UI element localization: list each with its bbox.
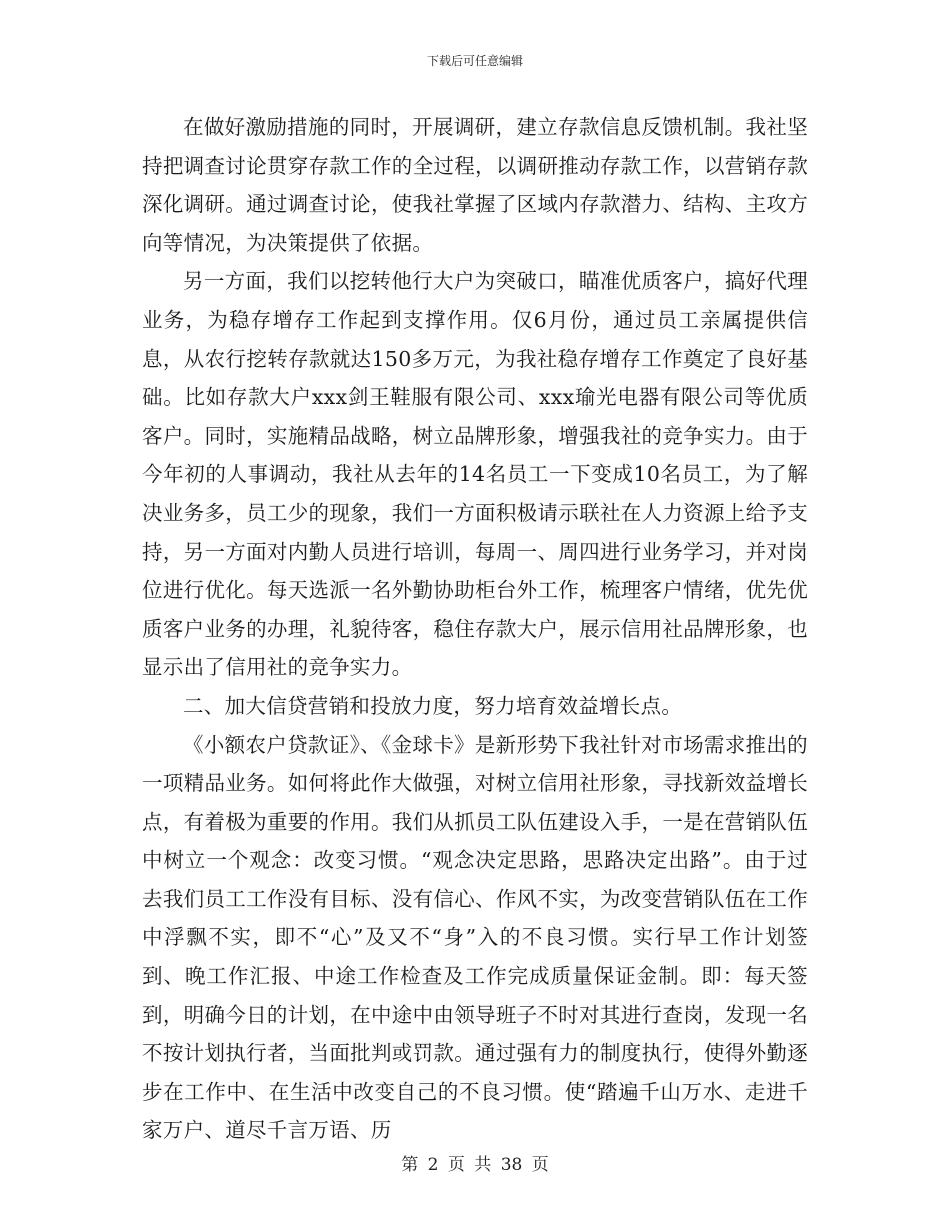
paragraph-survey: 在做好激励措施的同时，开展调研，建立存款信息反馈机制。我社坚持把调查讨论贯穿存款工作的全过程，以调研推动存款工作，以营销存款深化调研。通过调查讨论，使我社掌握了区域内存款潜力、结构、主攻方向等情况，为决策提供了依据。 — [142, 115, 808, 255]
paragraph-loan-card: 《小额农户贷款证》、《金球卡》是新形势下我社针对市场需求推出的一项精品业务。如何将此作大做强，对树立信用社形象，寻找新效益增长点，有着极为重要的作用。我们从抓员工队伍建设入手，一是在营销队伍中树立一个观念：改变习惯。“观念决定思路，思路决定出路”。由于过去我们员工工作没有目标、没有信心、作风不实，为改变营销队伍在工作中浮飘不实，即不“心”及又不“身”入的不良习惯。实行早工作计划签到、晚工作汇报、中途工作检查及工作完成质量保证金制。即：每天签到，明确今日的计划，在中途中由领导班子不时对其进行查岗，发现一名不按计划执行者，当面批判或罚款。通过强有力的制度执行，使得外勤逐步在工作中、在生活中改变自己的不良习惯。使“踏遍千山万水、走进千家万户、道尽千言万语、历 — [142, 732, 808, 1143]
page-number-footer: 第 2 页 共 38 页 — [401, 1155, 549, 1175]
section-heading-credit: 二、加大信贷营销和投放力度，努力培育效益增长点。 — [183, 693, 683, 718]
document-body — [142, 108, 808, 1150]
paragraph-customers: 另一方面，我们以挖转他行大户为突破口，瞄准优质客户，搞好代理业务，为稳存增存工作起到支撑作用。仅6月份，通过员工亲属提供信息，从农行挖转存款就达150多万元，为我社稳存增存工作奠定了良好基础。比如存款大户xxx剑王鞋服有限公司、xxx瑜光电器有限公司等优质客户。同时，实施精品战略，树立品牌形象，增强我社的竞争实力。由于今年初的人事调动，我社从去年的14名员工一下变成10名员工，为了解决业务多，员工少的现象，我们一方面积极请示联社在人力资源上给予支持，另一方面对内勤人员进行培训，每周一、周四进行业务学习，并对岗位进行优化。每天选派一名外勤协助柜台外工作，梳理客户情绪，优先优质客户业务的办理，礼貌待客，稳住存款大户，展示信用社品牌形象，也显示出了信用社的竞争实力。 — [142, 269, 808, 680]
page-header-note: 下载后可任意编辑 — [426, 54, 523, 68]
